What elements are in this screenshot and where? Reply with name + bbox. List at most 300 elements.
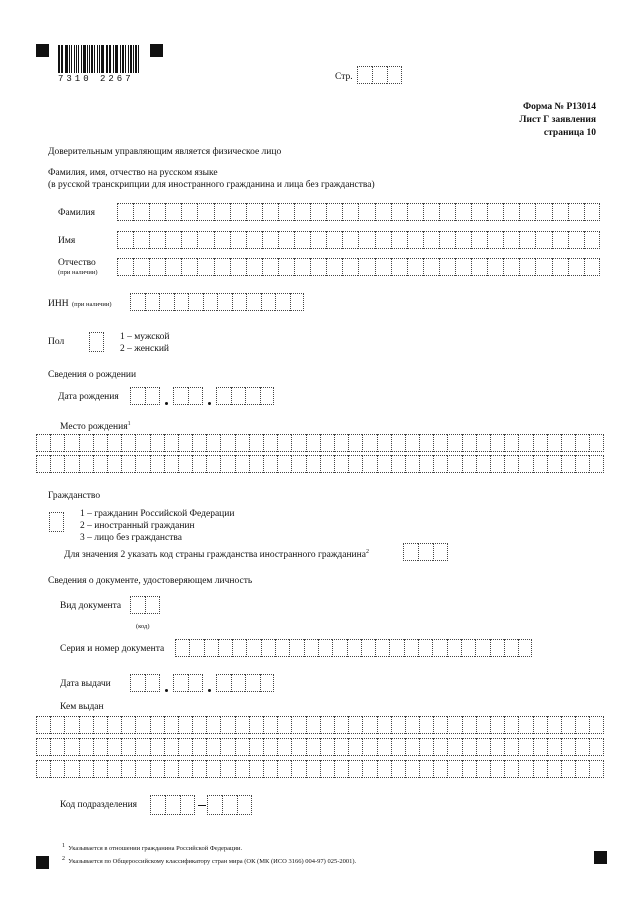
issued-by-line-3[interactable] bbox=[36, 760, 604, 778]
input-cell[interactable] bbox=[439, 203, 455, 221]
input-cell[interactable] bbox=[589, 434, 603, 452]
input-cell[interactable] bbox=[249, 738, 263, 756]
input-cell[interactable] bbox=[36, 760, 50, 778]
citizenship-field[interactable] bbox=[49, 512, 64, 532]
input-cell[interactable] bbox=[107, 434, 121, 452]
input-cell[interactable] bbox=[391, 738, 405, 756]
input-cell[interactable] bbox=[334, 716, 348, 734]
input-cell[interactable] bbox=[423, 203, 439, 221]
input-cell[interactable] bbox=[165, 203, 181, 221]
input-cell[interactable] bbox=[277, 738, 291, 756]
input-cell[interactable] bbox=[220, 760, 234, 778]
input-cell[interactable] bbox=[490, 716, 504, 734]
input-cell[interactable] bbox=[487, 258, 503, 276]
input-cell[interactable] bbox=[89, 332, 104, 352]
input-cell[interactable] bbox=[36, 716, 50, 734]
input-cell[interactable] bbox=[232, 293, 247, 311]
input-cell[interactable] bbox=[277, 455, 291, 473]
input-cell[interactable] bbox=[197, 231, 213, 249]
input-cell[interactable] bbox=[145, 596, 160, 614]
input-cell[interactable] bbox=[418, 543, 433, 561]
issue-month-field[interactable] bbox=[173, 674, 203, 692]
input-cell[interactable] bbox=[503, 258, 519, 276]
input-cell[interactable] bbox=[433, 455, 447, 473]
input-cell[interactable] bbox=[547, 455, 561, 473]
input-cell[interactable] bbox=[291, 716, 305, 734]
input-cell[interactable] bbox=[262, 258, 278, 276]
input-cell[interactable] bbox=[230, 231, 246, 249]
input-cell[interactable] bbox=[291, 760, 305, 778]
input-cell[interactable] bbox=[246, 639, 260, 657]
input-cell[interactable] bbox=[133, 231, 149, 249]
birth-month-field[interactable] bbox=[173, 387, 203, 405]
document-series-field[interactable] bbox=[175, 639, 532, 657]
input-cell[interactable] bbox=[220, 455, 234, 473]
input-cell[interactable] bbox=[206, 760, 220, 778]
input-cell[interactable] bbox=[584, 258, 600, 276]
input-cell[interactable] bbox=[93, 434, 107, 452]
input-cell[interactable] bbox=[407, 203, 423, 221]
input-cell[interactable] bbox=[206, 455, 220, 473]
input-cell[interactable] bbox=[50, 434, 64, 452]
input-cell[interactable] bbox=[230, 203, 246, 221]
input-cell[interactable] bbox=[419, 716, 433, 734]
input-cell[interactable] bbox=[178, 716, 192, 734]
input-cell[interactable] bbox=[589, 760, 603, 778]
input-cell[interactable] bbox=[320, 455, 334, 473]
input-cell[interactable] bbox=[391, 455, 405, 473]
input-cell[interactable] bbox=[107, 455, 121, 473]
input-cell[interactable] bbox=[419, 434, 433, 452]
input-cell[interactable] bbox=[334, 455, 348, 473]
input-cell[interactable] bbox=[326, 231, 342, 249]
input-cell[interactable] bbox=[249, 434, 263, 452]
input-cell[interactable] bbox=[405, 738, 419, 756]
input-cell[interactable] bbox=[405, 760, 419, 778]
input-cell[interactable] bbox=[246, 203, 262, 221]
input-cell[interactable] bbox=[121, 716, 135, 734]
input-cell[interactable] bbox=[165, 258, 181, 276]
input-cell[interactable] bbox=[487, 203, 503, 221]
input-cell[interactable] bbox=[320, 434, 334, 452]
input-cell[interactable] bbox=[320, 760, 334, 778]
input-cell[interactable] bbox=[36, 434, 50, 452]
input-cell[interactable] bbox=[362, 760, 376, 778]
surname-field[interactable] bbox=[117, 203, 600, 221]
input-cell[interactable] bbox=[64, 760, 78, 778]
input-cell[interactable] bbox=[36, 455, 50, 473]
input-cell[interactable] bbox=[348, 738, 362, 756]
input-cell[interactable] bbox=[455, 258, 471, 276]
input-cell[interactable] bbox=[490, 738, 504, 756]
input-cell[interactable] bbox=[490, 434, 504, 452]
input-cell[interactable] bbox=[277, 760, 291, 778]
input-cell[interactable] bbox=[150, 716, 164, 734]
input-cell[interactable] bbox=[357, 66, 372, 84]
input-cell[interactable] bbox=[245, 387, 260, 405]
input-cell[interactable] bbox=[476, 716, 490, 734]
input-cell[interactable] bbox=[275, 293, 290, 311]
input-cell[interactable] bbox=[547, 434, 561, 452]
input-cell[interactable] bbox=[275, 639, 289, 657]
input-cell[interactable] bbox=[377, 716, 391, 734]
input-cell[interactable] bbox=[561, 760, 575, 778]
input-cell[interactable] bbox=[197, 258, 213, 276]
input-cell[interactable] bbox=[192, 455, 206, 473]
input-cell[interactable] bbox=[533, 455, 547, 473]
input-cell[interactable] bbox=[277, 716, 291, 734]
input-cell[interactable] bbox=[334, 738, 348, 756]
input-cell[interactable] bbox=[64, 434, 78, 452]
input-cell[interactable] bbox=[133, 258, 149, 276]
input-cell[interactable] bbox=[391, 716, 405, 734]
input-cell[interactable] bbox=[249, 760, 263, 778]
input-cell[interactable] bbox=[326, 258, 342, 276]
input-cell[interactable] bbox=[214, 203, 230, 221]
input-cell[interactable] bbox=[475, 639, 489, 657]
input-cell[interactable] bbox=[535, 231, 551, 249]
input-cell[interactable] bbox=[135, 760, 149, 778]
input-cell[interactable] bbox=[535, 203, 551, 221]
input-cell[interactable] bbox=[310, 231, 326, 249]
input-cell[interactable] bbox=[121, 455, 135, 473]
division-code-part-1[interactable] bbox=[150, 795, 195, 815]
input-cell[interactable] bbox=[145, 387, 160, 405]
input-cell[interactable] bbox=[130, 674, 145, 692]
input-cell[interactable] bbox=[277, 434, 291, 452]
input-cell[interactable] bbox=[423, 258, 439, 276]
birth-day-field[interactable] bbox=[130, 387, 160, 405]
input-cell[interactable] bbox=[178, 738, 192, 756]
input-cell[interactable] bbox=[278, 203, 294, 221]
input-cell[interactable] bbox=[173, 674, 188, 692]
input-cell[interactable] bbox=[405, 716, 419, 734]
input-cell[interactable] bbox=[504, 434, 518, 452]
input-cell[interactable] bbox=[93, 716, 107, 734]
input-cell[interactable] bbox=[93, 760, 107, 778]
input-cell[interactable] bbox=[214, 231, 230, 249]
input-cell[interactable] bbox=[214, 258, 230, 276]
input-cell[interactable] bbox=[237, 795, 252, 815]
input-cell[interactable] bbox=[533, 760, 547, 778]
input-cell[interactable] bbox=[306, 716, 320, 734]
input-cell[interactable] bbox=[130, 293, 145, 311]
birth-place-line-2[interactable] bbox=[36, 455, 604, 473]
input-cell[interactable] bbox=[249, 716, 263, 734]
input-cell[interactable] bbox=[320, 716, 334, 734]
input-cell[interactable] bbox=[294, 258, 310, 276]
input-cell[interactable] bbox=[145, 293, 160, 311]
input-cell[interactable] bbox=[121, 738, 135, 756]
input-cell[interactable] bbox=[575, 434, 589, 452]
input-cell[interactable] bbox=[423, 231, 439, 249]
input-cell[interactable] bbox=[107, 760, 121, 778]
input-cell[interactable] bbox=[490, 455, 504, 473]
input-cell[interactable] bbox=[439, 231, 455, 249]
input-cell[interactable] bbox=[262, 231, 278, 249]
input-cell[interactable] bbox=[181, 231, 197, 249]
input-cell[interactable] bbox=[310, 258, 326, 276]
input-cell[interactable] bbox=[218, 639, 232, 657]
input-cell[interactable] bbox=[235, 455, 249, 473]
input-cell[interactable] bbox=[561, 455, 575, 473]
input-cell[interactable] bbox=[235, 738, 249, 756]
input-cell[interactable] bbox=[175, 639, 189, 657]
input-cell[interactable] bbox=[471, 203, 487, 221]
input-cell[interactable] bbox=[173, 387, 188, 405]
input-cell[interactable] bbox=[261, 293, 276, 311]
input-cell[interactable] bbox=[178, 434, 192, 452]
input-cell[interactable] bbox=[375, 258, 391, 276]
input-cell[interactable] bbox=[235, 760, 249, 778]
input-cell[interactable] bbox=[50, 760, 64, 778]
input-cell[interactable] bbox=[476, 738, 490, 756]
input-cell[interactable] bbox=[310, 203, 326, 221]
input-cell[interactable] bbox=[64, 716, 78, 734]
input-cell[interactable] bbox=[419, 455, 433, 473]
input-cell[interactable] bbox=[192, 716, 206, 734]
input-cell[interactable] bbox=[552, 231, 568, 249]
input-cell[interactable] bbox=[220, 434, 234, 452]
input-cell[interactable] bbox=[387, 66, 402, 84]
input-cell[interactable] bbox=[79, 455, 93, 473]
input-cell[interactable] bbox=[64, 455, 78, 473]
input-cell[interactable] bbox=[291, 738, 305, 756]
input-cell[interactable] bbox=[504, 716, 518, 734]
input-cell[interactable] bbox=[149, 231, 165, 249]
input-cell[interactable] bbox=[589, 455, 603, 473]
input-cell[interactable] bbox=[348, 716, 362, 734]
input-cell[interactable] bbox=[447, 716, 461, 734]
input-cell[interactable] bbox=[377, 455, 391, 473]
input-cell[interactable] bbox=[504, 455, 518, 473]
input-cell[interactable] bbox=[375, 639, 389, 657]
input-cell[interactable] bbox=[504, 760, 518, 778]
input-cell[interactable] bbox=[117, 231, 133, 249]
input-cell[interactable] bbox=[518, 639, 532, 657]
input-cell[interactable] bbox=[589, 716, 603, 734]
input-cell[interactable] bbox=[533, 738, 547, 756]
input-cell[interactable] bbox=[447, 434, 461, 452]
input-cell[interactable] bbox=[181, 258, 197, 276]
input-cell[interactable] bbox=[165, 795, 180, 815]
input-cell[interactable] bbox=[135, 434, 149, 452]
input-cell[interactable] bbox=[246, 258, 262, 276]
input-cell[interactable] bbox=[318, 639, 332, 657]
input-cell[interactable] bbox=[433, 760, 447, 778]
input-cell[interactable] bbox=[490, 639, 504, 657]
input-cell[interactable] bbox=[375, 231, 391, 249]
input-cell[interactable] bbox=[447, 738, 461, 756]
input-cell[interactable] bbox=[503, 203, 519, 221]
input-cell[interactable] bbox=[64, 738, 78, 756]
division-code-part-2[interactable] bbox=[207, 795, 252, 815]
input-cell[interactable] bbox=[178, 455, 192, 473]
input-cell[interactable] bbox=[391, 760, 405, 778]
input-cell[interactable] bbox=[203, 293, 218, 311]
input-cell[interactable] bbox=[584, 231, 600, 249]
input-cell[interactable] bbox=[165, 231, 181, 249]
input-cell[interactable] bbox=[263, 455, 277, 473]
input-cell[interactable] bbox=[462, 738, 476, 756]
input-cell[interactable] bbox=[130, 596, 145, 614]
input-cell[interactable] bbox=[419, 738, 433, 756]
input-cell[interactable] bbox=[372, 66, 387, 84]
input-cell[interactable] bbox=[461, 639, 475, 657]
issued-by-line-2[interactable] bbox=[36, 738, 604, 756]
input-cell[interactable] bbox=[121, 434, 135, 452]
input-cell[interactable] bbox=[260, 674, 275, 692]
input-cell[interactable] bbox=[263, 716, 277, 734]
input-cell[interactable] bbox=[222, 795, 237, 815]
input-cell[interactable] bbox=[334, 760, 348, 778]
input-cell[interactable] bbox=[407, 231, 423, 249]
input-cell[interactable] bbox=[362, 455, 376, 473]
input-cell[interactable] bbox=[50, 738, 64, 756]
input-cell[interactable] bbox=[518, 455, 532, 473]
input-cell[interactable] bbox=[342, 258, 358, 276]
input-cell[interactable] bbox=[358, 203, 374, 221]
input-cell[interactable] bbox=[164, 760, 178, 778]
input-cell[interactable] bbox=[192, 760, 206, 778]
input-cell[interactable] bbox=[188, 387, 203, 405]
input-cell[interactable] bbox=[391, 258, 407, 276]
input-cell[interactable] bbox=[180, 795, 195, 815]
input-cell[interactable] bbox=[391, 203, 407, 221]
input-cell[interactable] bbox=[503, 231, 519, 249]
input-cell[interactable] bbox=[476, 760, 490, 778]
input-cell[interactable] bbox=[291, 434, 305, 452]
input-cell[interactable] bbox=[207, 795, 222, 815]
input-cell[interactable] bbox=[462, 716, 476, 734]
input-cell[interactable] bbox=[361, 639, 375, 657]
gender-field[interactable] bbox=[89, 332, 104, 352]
input-cell[interactable] bbox=[432, 639, 446, 657]
input-cell[interactable] bbox=[519, 231, 535, 249]
input-cell[interactable] bbox=[518, 716, 532, 734]
input-cell[interactable] bbox=[181, 203, 197, 221]
input-cell[interactable] bbox=[121, 760, 135, 778]
input-cell[interactable] bbox=[504, 738, 518, 756]
input-cell[interactable] bbox=[93, 455, 107, 473]
input-cell[interactable] bbox=[262, 203, 278, 221]
input-cell[interactable] bbox=[217, 293, 232, 311]
input-cell[interactable] bbox=[278, 231, 294, 249]
input-cell[interactable] bbox=[197, 203, 213, 221]
input-cell[interactable] bbox=[575, 455, 589, 473]
input-cell[interactable] bbox=[206, 738, 220, 756]
input-cell[interactable] bbox=[164, 738, 178, 756]
input-cell[interactable] bbox=[389, 639, 403, 657]
input-cell[interactable] bbox=[433, 716, 447, 734]
birth-year-field[interactable] bbox=[216, 387, 274, 405]
input-cell[interactable] bbox=[342, 231, 358, 249]
input-cell[interactable] bbox=[290, 293, 305, 311]
input-cell[interactable] bbox=[568, 231, 584, 249]
input-cell[interactable] bbox=[79, 738, 93, 756]
input-cell[interactable] bbox=[471, 258, 487, 276]
input-cell[interactable] bbox=[117, 203, 133, 221]
input-cell[interactable] bbox=[220, 738, 234, 756]
input-cell[interactable] bbox=[358, 258, 374, 276]
input-cell[interactable] bbox=[419, 760, 433, 778]
input-cell[interactable] bbox=[291, 455, 305, 473]
input-cell[interactable] bbox=[326, 203, 342, 221]
input-cell[interactable] bbox=[145, 674, 160, 692]
input-cell[interactable] bbox=[135, 455, 149, 473]
input-cell[interactable] bbox=[189, 639, 203, 657]
input-cell[interactable] bbox=[49, 512, 64, 532]
input-cell[interactable] bbox=[533, 716, 547, 734]
input-cell[interactable] bbox=[405, 455, 419, 473]
input-cell[interactable] bbox=[462, 434, 476, 452]
input-cell[interactable] bbox=[192, 738, 206, 756]
input-cell[interactable] bbox=[149, 203, 165, 221]
input-cell[interactable] bbox=[230, 258, 246, 276]
input-cell[interactable] bbox=[362, 738, 376, 756]
input-cell[interactable] bbox=[235, 434, 249, 452]
input-cell[interactable] bbox=[178, 760, 192, 778]
birth-place-line-1[interactable] bbox=[36, 434, 604, 452]
input-cell[interactable] bbox=[135, 738, 149, 756]
input-cell[interactable] bbox=[231, 387, 246, 405]
input-cell[interactable] bbox=[107, 716, 121, 734]
input-cell[interactable] bbox=[575, 760, 589, 778]
input-cell[interactable] bbox=[235, 716, 249, 734]
input-cell[interactable] bbox=[433, 738, 447, 756]
input-cell[interactable] bbox=[174, 293, 189, 311]
input-cell[interactable] bbox=[561, 434, 575, 452]
input-cell[interactable] bbox=[50, 716, 64, 734]
input-cell[interactable] bbox=[50, 455, 64, 473]
input-cell[interactable] bbox=[439, 258, 455, 276]
input-cell[interactable] bbox=[418, 639, 432, 657]
input-cell[interactable] bbox=[107, 738, 121, 756]
patronymic-field[interactable] bbox=[117, 258, 600, 276]
input-cell[interactable] bbox=[246, 293, 261, 311]
input-cell[interactable] bbox=[36, 738, 50, 756]
input-cell[interactable] bbox=[263, 738, 277, 756]
input-cell[interactable] bbox=[150, 760, 164, 778]
input-cell[interactable] bbox=[404, 639, 418, 657]
input-cell[interactable] bbox=[584, 203, 600, 221]
input-cell[interactable] bbox=[552, 203, 568, 221]
input-cell[interactable] bbox=[294, 203, 310, 221]
input-cell[interactable] bbox=[130, 387, 145, 405]
input-cell[interactable] bbox=[135, 716, 149, 734]
input-cell[interactable] bbox=[535, 258, 551, 276]
input-cell[interactable] bbox=[164, 434, 178, 452]
input-cell[interactable] bbox=[206, 716, 220, 734]
input-cell[interactable] bbox=[306, 760, 320, 778]
input-cell[interactable] bbox=[220, 716, 234, 734]
input-cell[interactable] bbox=[476, 455, 490, 473]
input-cell[interactable] bbox=[306, 434, 320, 452]
input-cell[interactable] bbox=[79, 716, 93, 734]
input-cell[interactable] bbox=[362, 716, 376, 734]
input-cell[interactable] bbox=[206, 434, 220, 452]
input-cell[interactable] bbox=[552, 258, 568, 276]
input-cell[interactable] bbox=[519, 203, 535, 221]
input-cell[interactable] bbox=[547, 716, 561, 734]
input-cell[interactable] bbox=[232, 639, 246, 657]
input-cell[interactable] bbox=[375, 203, 391, 221]
input-cell[interactable] bbox=[304, 639, 318, 657]
input-cell[interactable] bbox=[403, 543, 418, 561]
input-cell[interactable] bbox=[263, 434, 277, 452]
input-cell[interactable] bbox=[348, 434, 362, 452]
input-cell[interactable] bbox=[575, 716, 589, 734]
